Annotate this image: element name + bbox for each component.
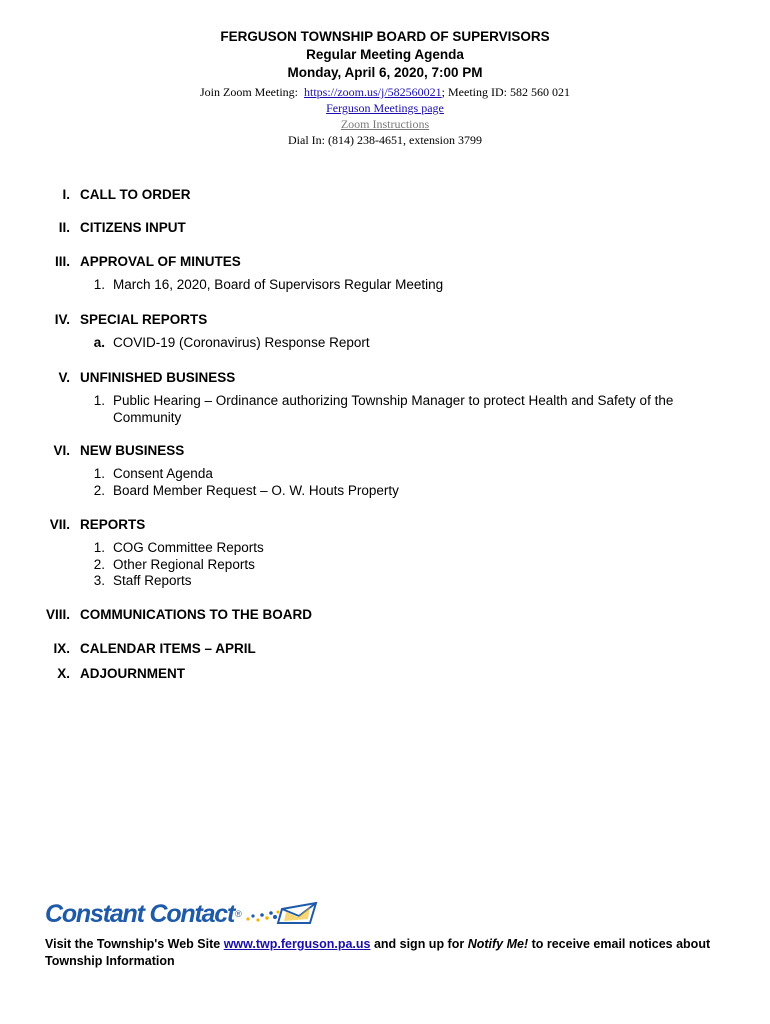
section-numeral: IV. xyxy=(54,312,70,327)
agenda-section xyxy=(0,606,770,624)
agenda-item xyxy=(0,540,770,557)
agenda-header xyxy=(0,28,770,148)
item-text: COVID-19 (Coronavirus) Response Report xyxy=(113,335,370,350)
section-numeral: III. xyxy=(54,254,70,269)
zoom-prefix: Join Zoom Meeting: xyxy=(200,85,298,99)
item-number: 1. xyxy=(93,277,105,292)
footer-notice xyxy=(45,936,735,970)
dial-in-info: Dial In: (814) 238-4651, extension 3799 xyxy=(288,133,482,147)
section-numeral: VII. xyxy=(49,517,70,532)
item-text: Other Regional Reports xyxy=(113,556,255,572)
agenda-section xyxy=(0,516,770,590)
footer-text-end: to receive email notices about Township Information xyxy=(45,937,711,968)
agenda-item xyxy=(0,557,770,574)
section-numeral: X. xyxy=(57,666,70,681)
section-title: NEW BUSINESS xyxy=(80,443,185,458)
zoom-instructions-link[interactable]: Zoom Instructions xyxy=(340,117,430,131)
section-title: COMMUNICATIONS TO THE BOARD xyxy=(80,607,312,622)
agenda-item xyxy=(0,335,770,352)
agenda-section xyxy=(0,442,770,499)
section-title: REPORTS xyxy=(80,517,146,532)
item-text: Staff Reports xyxy=(113,573,192,588)
meeting-id: ; Meeting ID: 582 560 021 xyxy=(441,85,570,99)
notify-me-label: Notify Me! xyxy=(467,937,529,951)
zoom-meeting-line xyxy=(0,84,770,100)
agenda-section xyxy=(0,253,770,294)
footer-text-start: Visit the Township's Web Site xyxy=(45,937,224,951)
section-numeral: VI. xyxy=(53,443,70,458)
item-number: 1. xyxy=(93,393,105,408)
item-text: March 16, 2020, Board of Supervisors Regular Meeting xyxy=(113,277,444,292)
footer-text-middle: and sign up for xyxy=(370,937,468,951)
logo-registered-mark: ® xyxy=(235,909,242,919)
agenda-section xyxy=(0,369,770,426)
agenda-section xyxy=(0,640,770,658)
agenda-subtitle: Regular Meeting Agenda xyxy=(306,47,464,62)
section-title: UNFINISHED BUSINESS xyxy=(80,370,236,385)
section-numeral: IX. xyxy=(53,641,70,656)
agenda-section xyxy=(0,219,770,237)
zoom-link[interactable]: https://zoom.us/j/582560021 xyxy=(304,85,442,99)
section-title: SPECIAL REPORTS xyxy=(80,312,208,327)
item-text: COG Committee Reports xyxy=(113,540,264,555)
logo-wordmark: Constant Contact xyxy=(45,900,235,928)
section-title: APPROVAL OF MINUTES xyxy=(80,254,241,269)
item-number: 2. xyxy=(93,482,105,498)
section-title: CALENDAR ITEMS – APRIL xyxy=(80,641,256,656)
agenda-item xyxy=(0,466,770,483)
section-numeral: VIII. xyxy=(45,607,70,622)
item-number: 1. xyxy=(93,540,105,555)
section-title: CALL TO ORDER xyxy=(80,187,191,202)
agenda-item xyxy=(0,573,770,590)
agenda-item xyxy=(0,393,770,426)
township-website-link[interactable]: www.twp.ferguson.pa.us xyxy=(223,937,371,951)
item-number: 3. xyxy=(93,573,105,588)
section-numeral: V. xyxy=(58,370,70,385)
section-title: CITIZENS INPUT xyxy=(80,220,186,235)
agenda-item xyxy=(0,483,770,500)
township-title: FERGUSON TOWNSHIP BOARD OF SUPERVISORS xyxy=(220,29,550,44)
agenda-section xyxy=(0,186,770,204)
meetings-page-link[interactable]: Ferguson Meetings page xyxy=(326,101,444,115)
agenda-item xyxy=(0,277,770,294)
agenda-section xyxy=(0,665,770,683)
item-text: Public Hearing – Ordinance authorizing Township Manager to protect Health and Safety of the Community xyxy=(113,393,674,425)
footer xyxy=(45,898,735,970)
item-text: Consent Agenda xyxy=(113,466,213,481)
section-numeral: II. xyxy=(58,220,70,235)
item-text: Board Member Request – O. W. Houts Property xyxy=(113,482,399,498)
meeting-date: Monday, April 6, 2020, 7:00 PM xyxy=(287,65,483,80)
section-numeral: I. xyxy=(62,187,70,202)
item-number: 1. xyxy=(93,466,105,481)
section-title: ADJOURNMENT xyxy=(80,666,186,681)
item-letter: a. xyxy=(93,335,105,350)
constant-contact-logo xyxy=(45,898,735,930)
item-number: 2. xyxy=(93,556,105,572)
envelope-icon xyxy=(242,899,322,929)
agenda-section xyxy=(0,311,770,352)
